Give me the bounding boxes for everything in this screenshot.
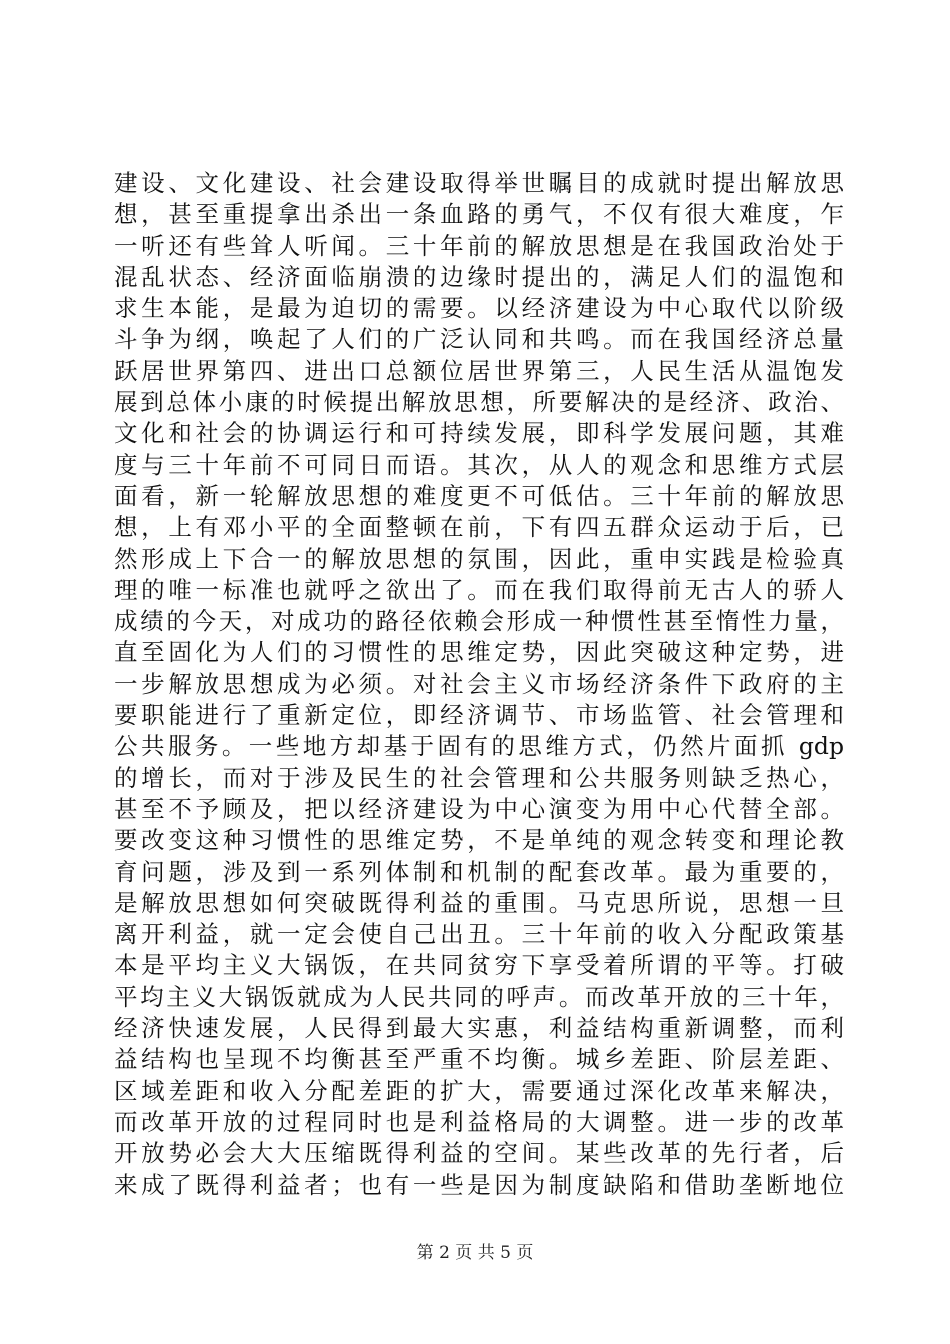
text-line: 一听还有些耸人听闻。三十年前的解放思想是在我国政治处于: [114, 231, 844, 260]
page-footer: [0, 1238, 950, 1263]
body-text: [114, 168, 844, 1201]
text-line: 度与三十年前不可同日而语。其次，从人的观念和思维方式层: [114, 450, 844, 479]
text-line: 成绩的今天，对成功的路径依赖会形成一种惯性甚至惰性力量，: [114, 607, 844, 636]
text-line: 是解放思想如何突破既得利益的重围。马克思所说，思想一旦: [114, 888, 844, 917]
text-line: 文化和社会的协调运行和可持续发展，即科学发展问题，其难: [114, 419, 844, 448]
text-line: 展到总体小康的时候提出解放思想，所要解决的是经济、政治、: [114, 388, 844, 417]
text-line: 经济快速发展，人民得到最大实惠，利益结构重新调整，而利: [114, 1014, 844, 1043]
text-line: 想，甚至重提拿出杀出一条血路的勇气，不仅有很大难度，乍: [114, 200, 844, 229]
text-line: 跃居世界第四、进出口总额位居世界第三，人民生活从温饱发: [114, 356, 844, 385]
text-line: 要职能进行了重新定位，即经济调节、市场监管、社会管理和: [114, 701, 844, 730]
text-line: 甚至不予顾及，把以经济建设为中心演变为用中心代替全部。: [114, 794, 844, 823]
text-line: 直至固化为人们的习惯性的思维定势，因此突破这种定势，进: [114, 638, 844, 667]
text-line: 开放势必会大大压缩既得利益的空间。某些改革的先行者，后: [114, 1139, 844, 1168]
text-line: 本是平均主义大锅饭，在共同贫穷下享受着所谓的平等。打破: [114, 951, 844, 980]
text-line: 益结构也呈现不均衡甚至严重不均衡。城乡差距、阶层差距、: [114, 1045, 844, 1074]
text-line: 混乱状态、经济面临崩溃的边缘时提出的，满足人们的温饱和: [114, 262, 844, 291]
text-line: 区域差距和收入分配差距的扩大，需要通过深化改革来解决，: [114, 1076, 844, 1105]
text-line: 建设、文化建设、社会建设取得举世瞩目的成就时提出解放思: [114, 169, 844, 197]
text-line: 然形成上下合一的解放思想的氛围，因此，重申实践是检验真: [114, 544, 844, 573]
text-line: 来成了既得利益者；也有一些是因为制度缺陷和借助垄断地位: [114, 1170, 844, 1199]
text-line: 公共服务。一些地方却基于固有的思维方式，仍然片面抓 gdp: [114, 732, 844, 761]
text-line: 理的唯一标准也就呼之欲出了。而在我们取得前无古人的骄人: [114, 575, 844, 604]
text-line: 一步解放思想成为必须。对社会主义市场经济条件下政府的主: [114, 669, 844, 698]
text-line: 求生本能，是最为迫切的需要。以经济建设为中心取代以阶级: [114, 294, 844, 323]
text-line: 想，上有邓小平的全面整顿在前，下有四五群众运动于后，已: [114, 513, 844, 542]
text-line: 要改变这种习惯性的思维定势，不是单纯的观念转变和理论教: [114, 826, 844, 855]
text-line: 斗争为纲，唤起了人们的广泛认同和共鸣。而在我国经济总量: [114, 325, 844, 354]
text-line: 面看，新一轮解放思想的难度更不可低估。三十年前的解放思: [114, 481, 844, 510]
text-line: 平均主义大锅饭就成为人民共同的呼声。而改革开放的三十年，: [114, 982, 844, 1011]
page-number-label: 第 2 页 共 5 页: [416, 1243, 534, 1263]
text-line: 育问题，涉及到一系列体制和机制的配套改革。最为重要的，: [114, 857, 844, 886]
text-line: 的增长，而对于涉及民生的社会管理和公共服务则缺乏热心，: [114, 763, 844, 792]
text-line: 而改革开放的过程同时也是利益格局的大调整。进一步的改革: [114, 1107, 844, 1136]
text-line: 离开利益，就一定会使自己出丑。三十年前的收入分配政策基: [114, 920, 844, 949]
